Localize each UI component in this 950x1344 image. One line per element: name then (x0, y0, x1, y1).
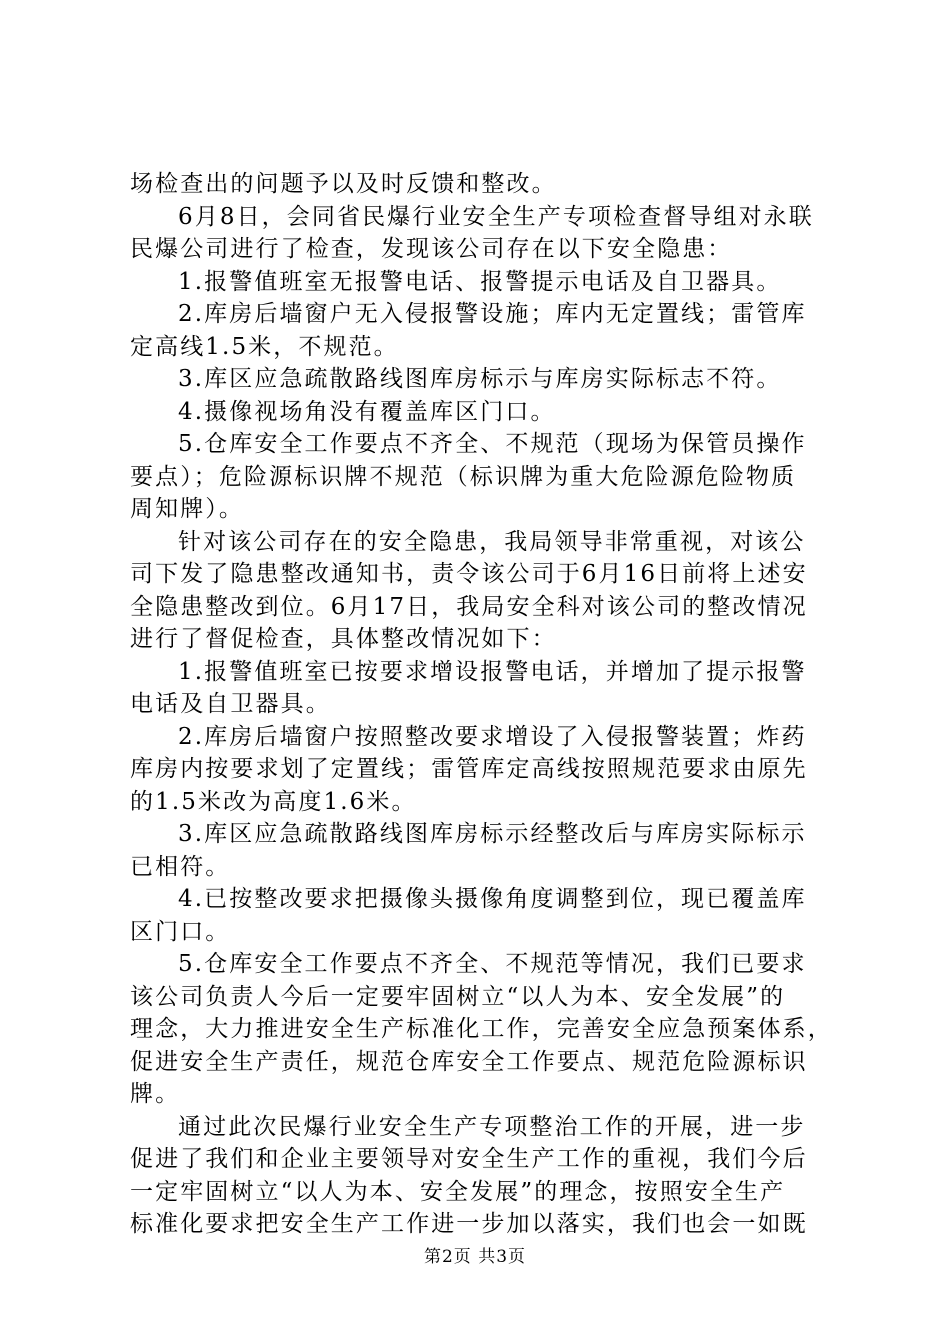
text-line: 理念，大力推进安全生产标准化工作，完善安全应急预案体系， (130, 1016, 833, 1042)
text-line: 5.仓库安全工作要点不齐全、不规范等情况，我们已要求 (178, 951, 807, 977)
text-line: 针对该公司存在的安全隐患，我局领导非常重视，对该公 (178, 528, 806, 555)
text-line: 6月8日，会同省民爆行业安全生产专项检查督导组对永联 (178, 203, 814, 230)
text-line: 3.库区应急疏散路线图库房标示经整改后与库房实际标示 (178, 821, 807, 847)
text-line: 民爆公司进行了检查，发现该公司存在以下安全隐患： (130, 236, 733, 262)
text-line: 4.摄像视场角没有覆盖库区门口。 (178, 398, 556, 425)
text-line: 1.报警值班室无报警电话、报警提示电话及自卫器具。 (178, 268, 782, 295)
page-footer: 第2页 共3页 (423, 1247, 527, 1267)
text-line: 一定牢固树立“以人为本、安全发展”的理念，按照安全生产 (130, 1178, 786, 1205)
text-line: 2.库房后墙窗户按照整改要求增设了入侵报警装置；炸药 (178, 723, 807, 750)
text-line: 库房内按要求划了定置线；雷管库定高线按照规范要求由原先 (130, 756, 808, 782)
text-line: 定高线1.5米，不规范。 (130, 333, 399, 360)
text-line: 司下发了隐患整改通知书，责令该公司于6月16日前将上述安 (130, 561, 808, 587)
text-line: 3.库区应急疏散路线图库房标示与库房实际标志不符。 (178, 366, 782, 392)
text-line: 全隐患整改到位。6月17日，我局安全科对该公司的整改情况 (130, 593, 808, 620)
text-line: 该公司负责人今后一定要牢固树立“以人为本、安全发展”的 (130, 983, 786, 1010)
text-line: 4.已按整改要求把摄像头摄像角度调整到位，现已覆盖库 (178, 886, 807, 912)
text-line: 进行了督促检查，具体整改情况如下： (130, 626, 557, 652)
text-line: 牌。 (130, 1081, 181, 1107)
text-line: 的1.5米改为高度1.6米。 (130, 788, 417, 815)
text-line: 2.库房后墙窗户无入侵报警设施；库内无定置线；雷管库 (178, 301, 807, 327)
text-line: 区门口。 (130, 918, 231, 945)
text-line: 促进了我们和企业主要领导对安全生产工作的重视，我们今后 (130, 1146, 808, 1172)
text-line: 周知牌）。 (130, 496, 244, 522)
text-line: 1.报警值班室已按要求增设报警电话，并增加了提示报警 (178, 658, 807, 685)
text-line: 场检查出的问题予以及时反馈和整改。 (130, 171, 557, 197)
text-line: 促进安全生产责任，规范仓库安全工作要点、规范危险源标识 (130, 1048, 808, 1075)
text-line: 要点）；危险源标识牌不规范（标识牌为重大危险源危险物质 (130, 463, 797, 490)
text-line: 电话及自卫器具。 (130, 691, 331, 717)
text-line: 标准化要求把安全生产工作进一步加以落实，我们也会一如既 (130, 1211, 808, 1237)
text-line: 通过此次民爆行业安全生产专项整治工作的开展，进一步 (178, 1113, 806, 1140)
text-line: 5.仓库安全工作要点不齐全、不规范（现场为保管员操作 (178, 431, 807, 457)
text-line: 已相符。 (130, 853, 231, 880)
document-body (130, 168, 840, 1241)
